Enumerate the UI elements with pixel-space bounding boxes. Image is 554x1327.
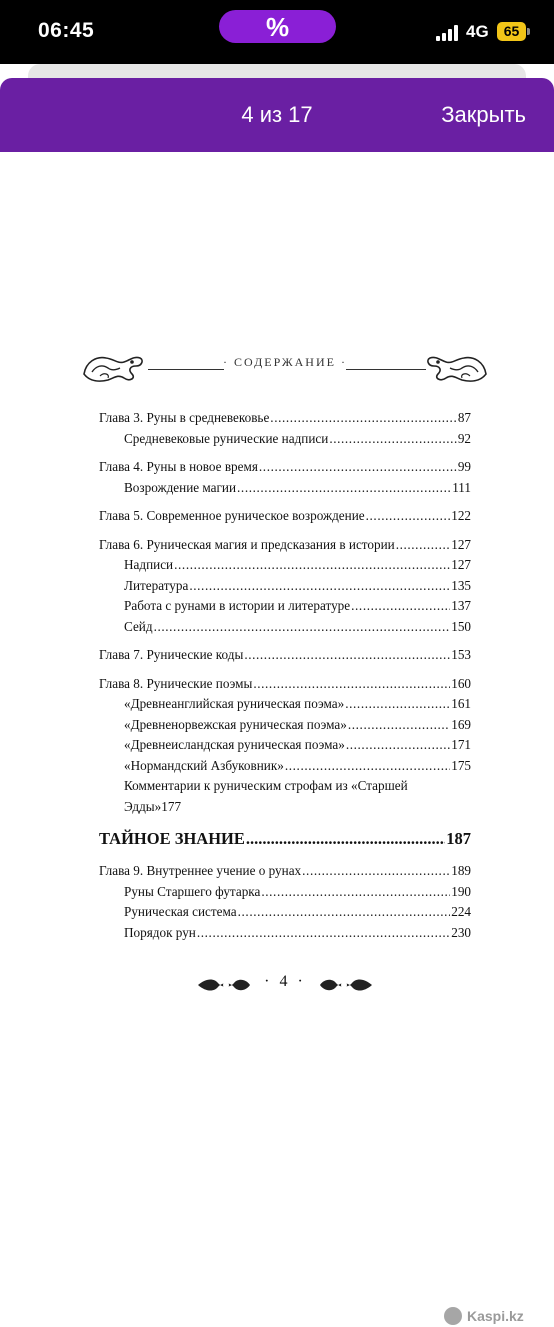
toc-entry[interactable] (99, 776, 471, 817)
table-of-contents (99, 408, 471, 943)
toc-leader (329, 429, 456, 450)
page-footer (196, 972, 374, 998)
toc-entry-title: «Древненорвежская руническая поэма» (124, 716, 347, 732)
toc-entry-title: Порядок рун (124, 924, 196, 940)
toc-entry-title: Сейд (124, 618, 153, 634)
toc-entry-title: Работа с рунами в истории и литературе (124, 598, 351, 613)
dragon-ornament-right-icon (424, 348, 490, 384)
toc-entry[interactable] (99, 861, 471, 882)
toc-entry[interactable] (99, 674, 471, 695)
toc-leader (346, 735, 450, 756)
toc-entry-page: 230 (451, 924, 471, 940)
toc-entry[interactable] (99, 429, 471, 450)
toc-entry[interactable] (99, 535, 471, 556)
toc-entry[interactable] (99, 506, 471, 527)
toc-entry-title: «Нормандский Азбуковник» (124, 757, 284, 773)
app-pill[interactable] (219, 10, 336, 43)
toc-entry-title: Руническая система (124, 904, 237, 919)
toc-entry-page: 224 (451, 904, 471, 919)
toc-entry-page: 92 (457, 430, 471, 446)
toc-leader (366, 506, 451, 527)
toc-entry[interactable] (99, 645, 471, 666)
toc-entry-title: Возрождение магии (124, 479, 237, 495)
toc-entry-title: Глава 3. Руны в средневековье (99, 410, 270, 425)
close-button[interactable]: Закрыть (441, 102, 526, 127)
toc-entry-page: 161 (451, 696, 471, 711)
toc-entry[interactable] (99, 923, 471, 944)
toc-header (80, 348, 490, 388)
network-type: 4G (466, 22, 489, 41)
toc-entry[interactable] (99, 902, 471, 923)
toc-entry-page: 189 (451, 863, 471, 878)
toc-leader (259, 457, 457, 478)
toc-leader (261, 882, 450, 903)
toc-entry-page: 190 (451, 883, 471, 899)
flourish-right-icon (318, 974, 374, 996)
toc-entry-page: 111 (452, 479, 471, 495)
document-page[interactable] (0, 152, 554, 1324)
toc-entry-page: 150 (451, 618, 471, 634)
toc-entry-page: 171 (451, 737, 471, 752)
battery-icon: 65 (497, 22, 526, 41)
watermark (444, 1305, 524, 1327)
signal-icon (436, 25, 460, 41)
status-time: 06:45 (38, 19, 95, 42)
toc-entry-title: Глава 8. Рунические поэмы (99, 675, 253, 691)
toc-entry[interactable] (99, 735, 471, 756)
toc-leader (154, 617, 451, 638)
toc-entry-page: 169 (451, 716, 471, 732)
toc-entry[interactable] (99, 882, 471, 903)
toc-entry-page: 187 (446, 829, 471, 848)
toc-leader (238, 902, 451, 923)
kaspi-logo-icon (444, 1307, 462, 1325)
toc-entry-page: 99 (457, 459, 471, 474)
toc-entry-title: Литература (124, 577, 189, 593)
divider (346, 369, 426, 370)
toc-leader (396, 535, 451, 556)
toc-entry-title: Глава 9. Внутреннее учение о рунах (99, 863, 302, 878)
toc-entry-title: Глава 5. Современное руническое возрождение (99, 508, 365, 523)
toc-leader (253, 674, 450, 695)
toc-entry-page: 160 (451, 675, 471, 691)
toc-part-heading[interactable] (99, 825, 471, 853)
flourish-left-icon (196, 974, 252, 996)
toc-entry[interactable] (99, 715, 471, 736)
toc-entry[interactable] (99, 756, 471, 777)
toc-entry-title: Глава 6. Руническая магия и предсказания в истории (99, 536, 395, 552)
toc-leader (302, 861, 450, 882)
page-counter: 4 из 17 (241, 102, 313, 127)
toc-entry[interactable] (99, 478, 471, 499)
toc-entry-page: 122 (451, 508, 471, 523)
toc-leader (174, 555, 450, 576)
toc-entry-page: 127 (451, 536, 471, 552)
page-number: · 4 · (264, 973, 306, 990)
toc-entry-title: Глава 4. Руны в новое время (99, 459, 258, 474)
toc-entry-page: 127 (451, 557, 471, 572)
toc-entry-title: Средневековые рунические надписи (124, 430, 329, 446)
toc-leader (345, 694, 450, 715)
toc-leader (197, 923, 450, 944)
toc-entry-title: «Древнеанглийская руническая поэма» (124, 696, 345, 711)
toc-entry-page: 177 (161, 798, 182, 814)
toc-entry-title-cont: Эдды» (124, 798, 162, 814)
toc-entry-title: Надписи (124, 557, 174, 572)
toc-entry[interactable] (99, 555, 471, 576)
toc-leader (244, 645, 450, 666)
toc-entry[interactable] (99, 617, 471, 638)
toc-entry-page: 175 (451, 757, 471, 773)
toc-entry[interactable] (99, 576, 471, 597)
toc-entry-title: Глава 7. Рунические коды (99, 647, 244, 662)
divider (148, 369, 224, 370)
battery-tip (527, 28, 530, 35)
toc-entry[interactable] (99, 596, 471, 617)
status-bar (0, 0, 554, 64)
toc-leader (270, 408, 457, 429)
toc-entry-title: Комментарии к руническим строфам из «Старшей (124, 778, 408, 793)
toc-entry-page: 135 (451, 577, 471, 593)
toc-entry[interactable] (99, 408, 471, 429)
toc-entry-page: 87 (457, 410, 471, 425)
toc-title: · СОДЕРЖАНИЕ · (223, 355, 347, 369)
toc-leader (285, 756, 450, 777)
toc-entry-title: ТАЙНОЕ ЗНАНИЕ (99, 829, 245, 848)
toc-entry[interactable] (99, 457, 471, 478)
toc-entry[interactable] (99, 694, 471, 715)
toc-leader (348, 715, 450, 736)
toc-leader (246, 825, 445, 853)
percent-icon: % (265, 12, 290, 42)
toc-entry-page: 137 (451, 598, 471, 613)
toc-leader (351, 596, 450, 617)
toc-leader (237, 478, 451, 499)
viewer-header (0, 78, 554, 152)
watermark-label: Kaspi.kz (467, 1308, 524, 1324)
dragon-ornament-left-icon (80, 348, 146, 384)
toc-entry-page: 153 (451, 647, 471, 662)
toc-leader (189, 576, 450, 597)
toc-entry-title: «Древнеисландская руническая поэма» (124, 737, 345, 752)
toc-entry-title: Руны Старшего футарка (124, 883, 261, 899)
